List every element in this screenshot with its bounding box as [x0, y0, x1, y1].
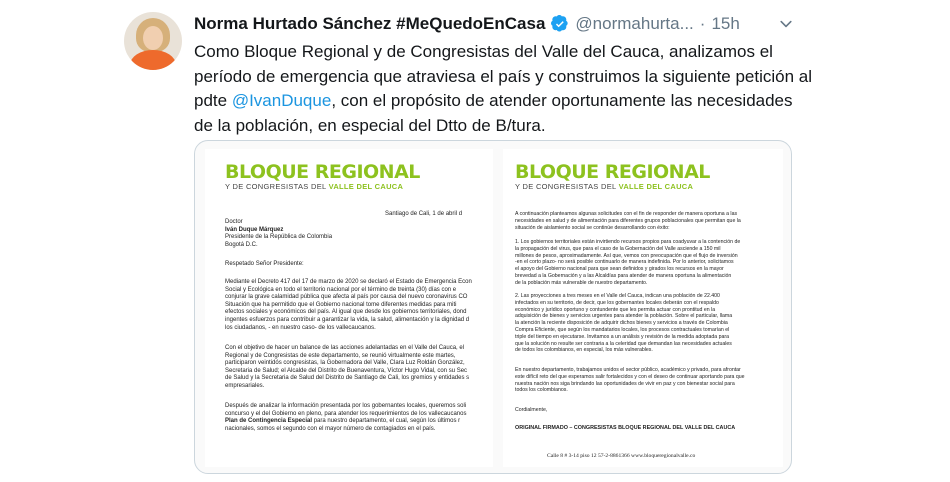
paragraph-2: Con el objetivo de hacer un balance de las acciones adelantadas en el Valle del Cauca, el Regional y de Congresistas de este departamento, se reunió virtualmente este martes, participaron veintidós congresistas, la Gobernadora del Valle, Clara Luz Roldán González, Secretaria de Salud; el Alcalde del Distrito de Buenaventura, Víctor Hugo Vidal, con su Sec de Salud y la Secretaria de Salud del Distrito de Santiago de Cali, los gremios y entidades s empresariales. — [225, 345, 470, 389]
tweet-timestamp[interactable]: 15h — [711, 14, 740, 33]
logo-title: BLOQUE REGIONAL — [515, 161, 710, 183]
letter-footer: Calle 8 # 3-14 piso 12 57-2-8861366 www.bloqueregionalvalle.co — [547, 453, 696, 459]
logo-subtitle: Y DE CONGRESISTAS DEL VALLE DEL CAUCA — [225, 182, 404, 191]
tweet-text — [194, 40, 814, 138]
bloque-regional-logo — [225, 161, 420, 191]
intro-paragraph: A continuación planteamos algunas solicitudes con el fin de responder de manera oportuna a las necesidades en salud y de alimentación para diferentes grupos poblacionales que permitan que la situación de aislamiento social se continúe desarrollando con éxito: — [515, 211, 741, 231]
chevron-down-icon[interactable] — [776, 14, 796, 34]
author-handle[interactable]: @normahurta... — [575, 14, 694, 33]
request-item-1: 1. Los gobiernos territoriales están invirtiendo recursos propios para coadyuvar a la contención de la propagación del virus, que para el caso de la Gobernación del Valle asciende a 150 mil millones de pesos, aproximadamente. Así que, vemos con preocupación que el flujo de inversión -en el corto plazo- no será posible continuarlo de manera indefinida. Por lo anterior, solicitamos el apoyo del Gobierno nacional para que sean definidos y girados los recursos en la mayor brevedad a la Gobernación y a las Alcaldías para atender de manera oportuna la alimentación de la población más vulnerable de nuestro departamento. — [515, 239, 741, 286]
logo-title: BLOQUE REGIONAL — [225, 161, 420, 183]
salutation: Respetado Señor Presidente: — [225, 261, 304, 267]
tweet-text-part2: , con el propósito de atender oportunamente las necesidades de la población, en especial del Dtto de B/tura. — [194, 91, 793, 135]
bloque-regional-logo — [515, 161, 710, 191]
addressee-block: Doctor Iván Duque Márquez Presidente de la República de Colombia Bogotá D.C. — [225, 219, 333, 248]
author-name[interactable]: Norma Hurtado Sánchez #MeQuedoEnCasa — [194, 14, 546, 33]
avatar[interactable] — [124, 12, 182, 70]
letter-page-1 — [205, 149, 493, 467]
closing-salutation: Cordialmente, — [515, 407, 548, 413]
paragraph-1: Mediante el Decreto 417 del 17 de marzo de 2020 se declaró el Estado de Emergencia Econ Social y Ecológica en todo el territorio nacional por el término de treinta (30) días con e conjurar la grave calamidad pública que afecta al país por causa del nuevo coronavirus CO Situación que ha permitido que el Gobierno nacional tome diferentes medidas para miti efectos sociales y económicos del país. Al igual que desde los gobiernos territoriales, dond ingentes esfuerzos para contribuir a garantizar la vida, la salud, alimentación y la dignidad d los ciudadanos, - en nuestro caso- de los vallecaucanos. — [225, 279, 472, 331]
verified-badge-icon — [551, 15, 569, 33]
request-item-2: 2. Las proyecciones a tres meses en el Valle del Cauca, indican una población de 22.400 infectados en su territorio, de decir, que los gobernantes locales deberán con el respaldo económico y jurídico oportuno y contundente que les permita actuar con prontitud en la adquisición de bienes y servicios urgentes para atender la población. Sobre el particular, llama la atención la reciente disposición de adquirir dichos bienes y servicios a través de Colombia Compra Eficiente, que según los mandatarios locales, los procesos contractuales tomarían el triple del tiempo en ejecutarse. Invitamos a un análisis y revisión de la medida adoptada para que la solución no resulte ser contraria a la celeridad que demandan las necesidades actuales de todos los colombianos, en especial, los más vulnerables. — [515, 293, 733, 354]
logo-subtitle: Y DE CONGRESISTAS DEL VALLE DEL CAUCA — [515, 182, 694, 191]
letter-page-2 — [503, 149, 783, 467]
tweet-media-image[interactable] — [194, 140, 792, 474]
signature-line: ORIGINAL FIRMADO – CONGRESISTAS BLOQUE REGIONAL DEL VALLE DEL CAUCA — [515, 425, 736, 431]
paragraph-3: Después de analizar la información presentada por los gobernantes locales, queremos soli concurso y el del Gobierno en pleno, para atender los requerimientos de los vallecaucanos Plan de Contingencia Especial para nuestro departamento, el cual, según los últimos r nacionales, somos el segundo con el mayor número de contagiados en el país. — [225, 403, 467, 432]
date-line: Santiago de Cali, 1 de abril d — [385, 211, 463, 217]
tweet-text-part1: Como Bloque Regional y de Congresistas del Valle del Cauca, analizamos el período de emergencia que atraviesa el país y construimos la siguiente petición al pdte — [194, 42, 813, 110]
separator-dot: · — [699, 14, 706, 33]
mention-link[interactable]: @IvanDuque — [231, 91, 332, 110]
closing-paragraph: En nuestro departamento, trabajamos unidos el sector público, académico y privado, para afrontar este difícil reto del que esperamos salir fortalecidos y con el deseo de continuar aportando para que nuestra nación nos siga brindando las oportunidades de vivir en paz y con bienestar social para todos los colombianos. — [515, 367, 745, 394]
tweet-header — [194, 12, 740, 36]
